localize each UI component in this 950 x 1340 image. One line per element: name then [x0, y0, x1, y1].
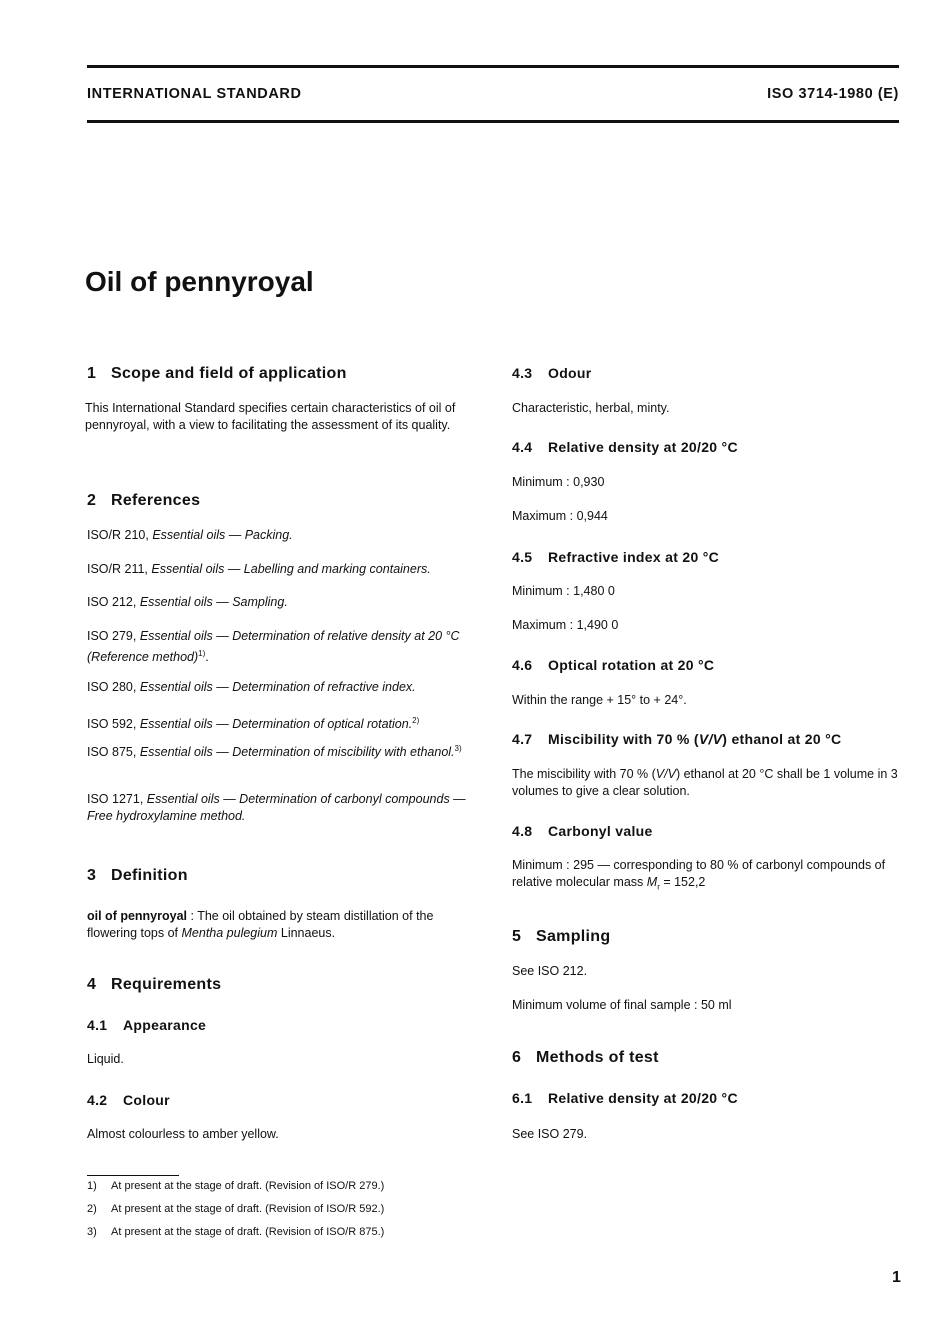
reference-item: ISO 592, Essential oils — Determination of optical rotation.$^{2)}$	[87, 716, 420, 732]
header-bottom-rule	[87, 120, 899, 123]
section-4-5-heading: 4.5 Refractive index at 20 °C	[512, 549, 720, 565]
footnote-1: 1) At present at the stage of draft. (Revision of ISO/R 279.)	[87, 1180, 385, 1192]
section-4-4-min: Minimum : 0,930	[512, 475, 605, 489]
section-4-heading: 4 Requirements	[87, 976, 222, 993]
section-6-1-heading: 6.1 Relative density at 20/20 °C	[512, 1090, 738, 1106]
section-4-8-heading: 4.8 Carbonyl value	[512, 823, 653, 839]
section-3-heading: 3 Definition	[87, 867, 188, 884]
section-4-5-max: Maximum : 1,490 0	[512, 618, 619, 632]
reference-item: ISO 1271, Essential oils — Determination of carbonyl compounds — Free hydroxylamine method.	[87, 792, 466, 823]
section-4-7-text: The miscibility with 70 % (V/V) ethanol at 20 °C shall be 1 volume in 3 volumes to give a clear solution.	[512, 767, 898, 798]
section-4-1-heading: 4.1 Appearance	[87, 1017, 207, 1033]
section-3-text: oil of pennyroyal : The oil obtained by steam distillation of the flowering tops of Mentha pulegium Linnaeus.	[87, 909, 434, 940]
section-6-heading: 6 Methods of test	[512, 1049, 659, 1066]
section-4-4-max: Maximum : 0,944	[512, 509, 608, 523]
section-1-text: This International Standard specifies certain characteristics of oil of pennyroyal, with a view to facilitating the assessment of its quality.	[85, 401, 456, 432]
footnote-2: 2) At present at the stage of draft. (Revision of ISO/R 592.)	[87, 1203, 385, 1215]
section-4-6-heading: 4.6 Optical rotation at 20 °C	[512, 657, 715, 673]
reference-item: ISO/R 211, Essential oils — Labelling and marking containers.	[87, 562, 431, 576]
reference-item: ISO 280, Essential oils — Determination of refractive index.	[87, 680, 416, 694]
reference-item: ISO/R 210, Essential oils — Packing.	[87, 528, 293, 542]
section-4-5-min: Minimum : 1,480 0	[512, 584, 615, 598]
section-4-2-heading: 4.2 Colour	[87, 1092, 170, 1108]
section-2-heading: 2 References	[87, 492, 201, 509]
section-6-1-text: See ISO 279.	[512, 1127, 588, 1141]
section-4-3-text: Characteristic, herbal, minty.	[512, 401, 670, 415]
section-4-6-text: Within the range + 15° to + 24°.	[512, 693, 687, 707]
footnote-rule	[87, 1175, 179, 1176]
page-number: 1	[892, 1269, 901, 1286]
section-5-heading: 5 Sampling	[512, 928, 611, 945]
section-5-text-1: See ISO 212.	[512, 964, 588, 978]
section-4-2-text: Almost colourless to amber yellow.	[87, 1127, 279, 1141]
section-4-8-text: Minimum : 295 — corresponding to 80 % of carbonyl compounds of relative molecular mass $M_r = 152,2$	[512, 858, 886, 892]
section-4-7-heading: 4.7 Miscibility with 70 % (V/V) ethanol at 20 °C	[512, 731, 842, 747]
page-title: Oil of pennyroyal	[85, 266, 314, 297]
reference-item: ISO 875, Essential oils — Determination of miscibility with ethanol.$^{3)}$	[87, 744, 462, 760]
header-top-rule	[87, 65, 899, 68]
section-4-4-heading: 4.4 Relative density at 20/20 °C	[512, 439, 738, 455]
header-left: INTERNATIONAL STANDARD	[87, 86, 302, 102]
reference-item: ISO 279, Essential oils — Determination of relative density at 20 °C (Reference method)$^{1)}$.	[87, 629, 460, 665]
header-right: ISO 3714-1980 (E)	[767, 86, 899, 102]
section-4-1-text: Liquid.	[87, 1052, 124, 1066]
section-1-heading: 1 Scope and field of application	[87, 365, 347, 382]
footnote-3: 3) At present at the stage of draft. (Revision of ISO/R 875.)	[87, 1226, 385, 1238]
section-4-3-heading: 4.3 Odour	[512, 365, 592, 381]
reference-item: ISO 212, Essential oils — Sampling.	[87, 595, 288, 609]
section-5-text-2: Minimum volume of final sample : 50 ml	[512, 998, 732, 1012]
